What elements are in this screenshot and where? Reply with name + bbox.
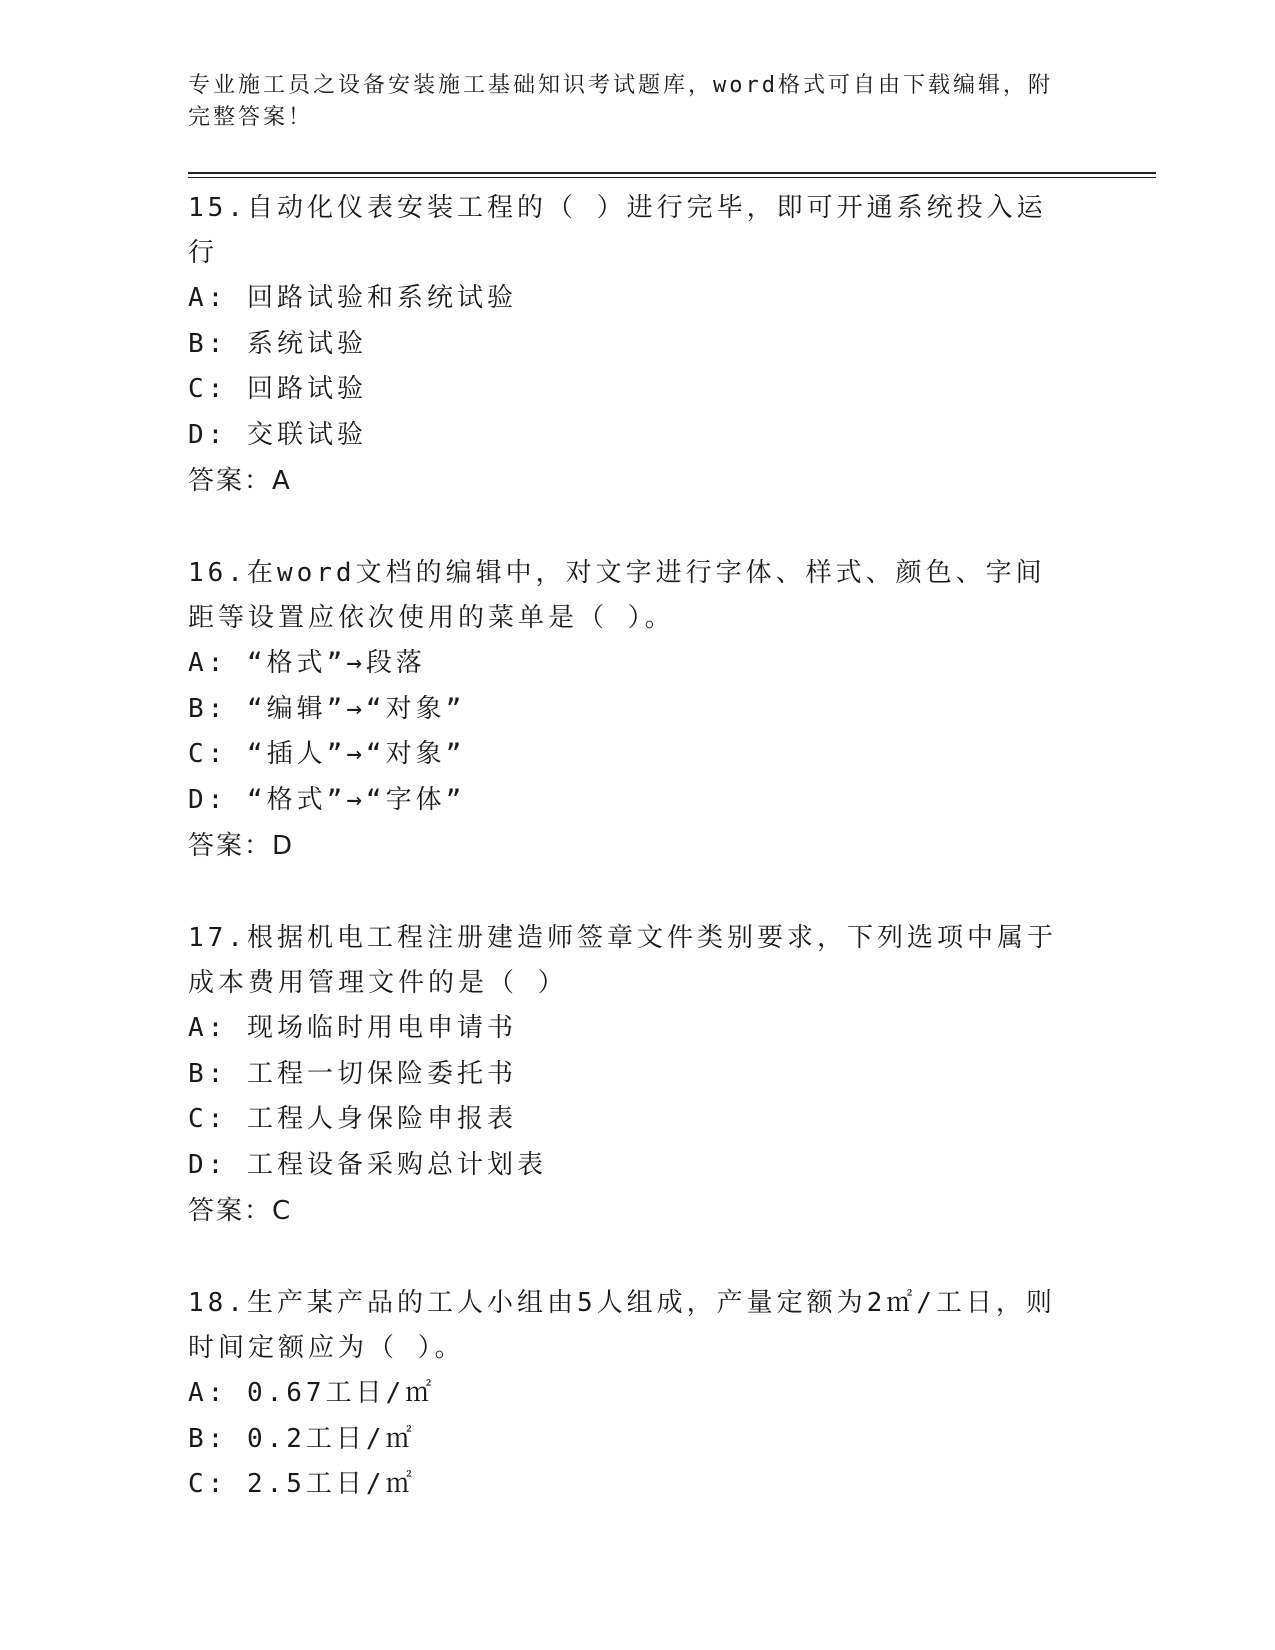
answer-line: 答案：D bbox=[188, 831, 295, 861]
header-divider bbox=[188, 172, 1156, 178]
option-c: C: “插人”→“对象” bbox=[188, 739, 466, 769]
option-list bbox=[188, 641, 1148, 823]
option-c: C: 工程人身保险申报表 bbox=[188, 1104, 517, 1134]
document-header: 专业施工员之设备安装施工基础知识考试题库，word格式可自由下载编辑，附完整答案！ bbox=[188, 73, 1053, 130]
option-a: A: 回路试验和系统试验 bbox=[188, 283, 517, 313]
option-c: C: 回路试验 bbox=[188, 374, 367, 404]
question-stem: 18.生产某产品的工人小组由5人组成，产量定额为2㎡/工日，则时间定额应为（ ）。 bbox=[188, 1288, 1056, 1363]
option-a: A: 现场临时用电申请书 bbox=[188, 1013, 517, 1043]
question-list bbox=[188, 186, 1148, 1508]
option-b: B: 0.2工日/㎡ bbox=[188, 1423, 416, 1454]
option-a: A: 0.67工日/㎡ bbox=[188, 1378, 436, 1408]
option-b: B: 系统试验 bbox=[188, 328, 367, 359]
document-page bbox=[188, 70, 1148, 1555]
option-b: B: “编辑”→“对象” bbox=[188, 693, 466, 724]
option-d: D: 交联试验 bbox=[188, 419, 367, 450]
option-list bbox=[188, 1371, 1148, 1508]
question-stem: 15.自动化仪表安装工程的（ ）进行完毕，即可开通系统投入运行 bbox=[188, 193, 1047, 268]
option-b: B: 工程一切保险委托书 bbox=[188, 1058, 517, 1089]
question-18 bbox=[188, 1281, 1148, 1508]
answer-line: 答案：A bbox=[188, 466, 292, 496]
question-stem: 16.在word文档的编辑中，对文字进行字体、样式、颜色、字间距等设置应依次使用的菜单是（ ）。 bbox=[188, 558, 1046, 633]
question-17 bbox=[188, 916, 1148, 1234]
question-stem: 17.根据机电工程注册建造师签章文件类别要求，下列选项中属于成本费用管理文件的是（ ） bbox=[188, 923, 1057, 998]
question-15 bbox=[188, 186, 1148, 504]
option-list bbox=[188, 276, 1148, 458]
option-a: A: “格式”→段落 bbox=[188, 648, 426, 678]
option-list bbox=[188, 1006, 1148, 1188]
option-c: C: 2.5工日/㎡ bbox=[188, 1469, 416, 1499]
option-d: D: “格式”→“字体” bbox=[188, 784, 466, 815]
question-16 bbox=[188, 551, 1148, 869]
answer-line: 答案：C bbox=[188, 1196, 293, 1226]
option-d: D: 工程设备采购总计划表 bbox=[188, 1149, 547, 1180]
